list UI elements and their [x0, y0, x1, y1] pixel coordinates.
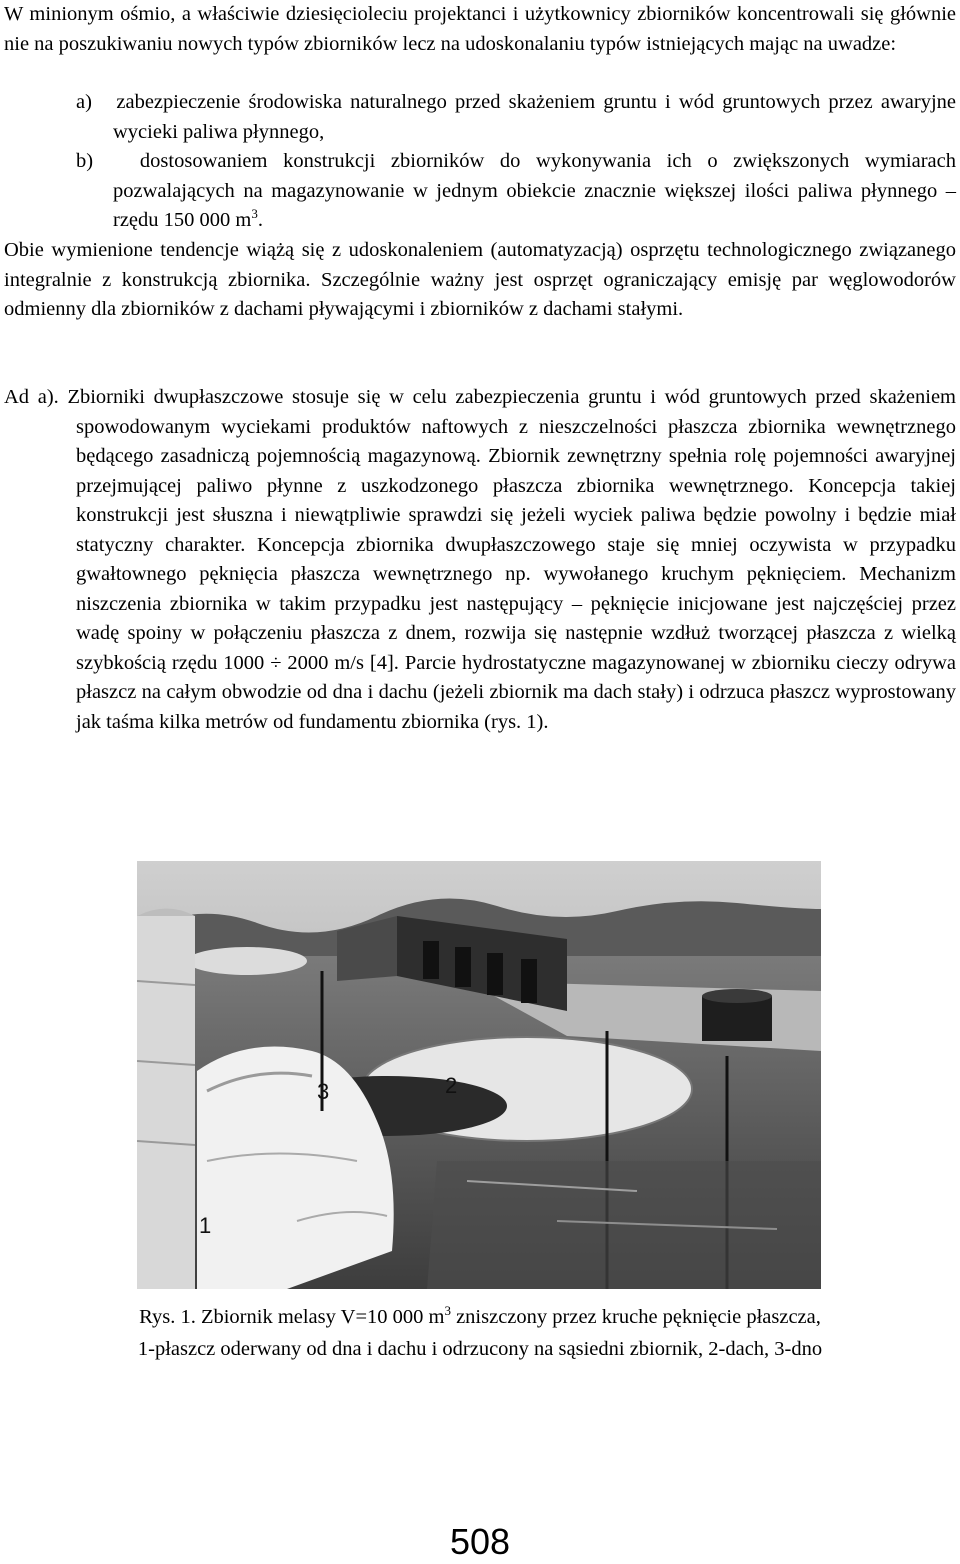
intro-paragraph: W minionym ośmio, a właściwie dziesięcioleciu projektanci i użytkownicy zbiorników koncentrowali się głównie nie na poszukiwaniu nowych typów zbiorników lecz na udoskonalaniu typów istniejących mając na uwadze: [4, 3, 956, 55]
list-item-b [76, 147, 956, 236]
list-item-a-container [76, 88, 956, 147]
caption-line1-b: zniszczony przez kruche pęknięcie płaszcza, [450, 1306, 821, 1328]
ad-a-text-part1: Ad a). Zbiorniki dwupłaszczowe stosuje się w celu zabezpieczenia gruntu i wód gruntowych przed skażeniem spowodowanym wyciekami produktów naftowych z nieszczelności płaszcza zbiornika wewnętrznego będącego zasadniczą pojemnością magazynową. Zbiornik zewnętrzny spełnia rolę pojemności awaryjnej przejmującej paliwo płynne z uszkodzonego płaszcza zbiornika wewnętrznego. Koncepcja takiej konstrukcji jest słuszna i niewątpliwie sprawdzi się jeżeli wyciek paliwa będzie powolny i będzie miał statyczny charakter. Koncepcja zbiornika dwupłaszczowego staje się mniej oczywista w przypadku gwałtownego pęknięcia płaszcza wewnętrznego np. wywołanego kruchym pęknięciem. Mechanizm niszczenia zbiornika w takim przypadku jest następujący – pęknięcie inicjowane jest najczęściej przez wadę spoiny w połączeniu płaszcza z dnem, rozwija się następnie wzdłuż tworzącej płaszcza z wielką szybkością rzędu 1000 [4, 386, 956, 674]
figure-label-2: 2 [445, 1073, 458, 1098]
figure-label-1: 1 [199, 1213, 212, 1238]
divide-symbol: ÷ [270, 651, 282, 674]
list-item-b-superscript: 3 [251, 206, 258, 222]
caption-line2: 1-płaszcz oderwany od dna i dachu i odrzucony na sąsiedni zbiornik, 2-dach, 3-dno [137, 1338, 823, 1360]
list-item-b-text: b) dostosowaniem konstrukcji zbiorników do wykonywania ich o zwiększonych wymiarach pozwalających na magazynowanie w jednym obiekcie znacznie większej ilości paliwa płynnego – rzędu 150 000 m [76, 150, 956, 231]
list-item-b-end: . [257, 209, 263, 231]
paragraph-ad-a [4, 383, 956, 737]
paragraph-tendencies: Obie wymienione tendencje wiążą się z udoskonaleniem (automatyzacją) osprzętu technologicznego związanego integralnie z konstrukcją zbiornika. Szczególnie ważny jest osprzęt ograniczający emisję par węglowodorów odmienny dla zbiorników z dachami pływającymi i zbiorników z dachami stałymi. [4, 239, 956, 320]
page-number: 508 [449, 1521, 511, 1562]
caption-line1-a: Rys. 1. Zbiornik melasy V=10 000 m [139, 1306, 445, 1328]
caption-superscript: 3 [444, 1303, 451, 1319]
figure-photo-destroyed-tank [137, 861, 821, 1289]
ad-a-text-part2: 2000 m/s [4]. Parcie hydrostatyczne magazynowanej w zbiorniku cieczy odrywa płaszcz na całym obwodzie od dna i dachu (jeżeli zbiornik ma dach stały) i odrzuca płaszcz wyprostowany jak taśma kilka metrów od fundamentu zbiornika (rys. 1). [76, 651, 957, 733]
figure-label-3: 3 [317, 1079, 330, 1104]
list-item-b-container [76, 147, 956, 236]
figure-caption [4, 1301, 956, 1365]
list-item-a: a) zabezpieczenie środowiska naturalnego przed skażeniem gruntu i wód gruntowych przez awaryjne wycieki paliwa płynnego, [76, 91, 956, 143]
photo-illustration [137, 861, 821, 1289]
